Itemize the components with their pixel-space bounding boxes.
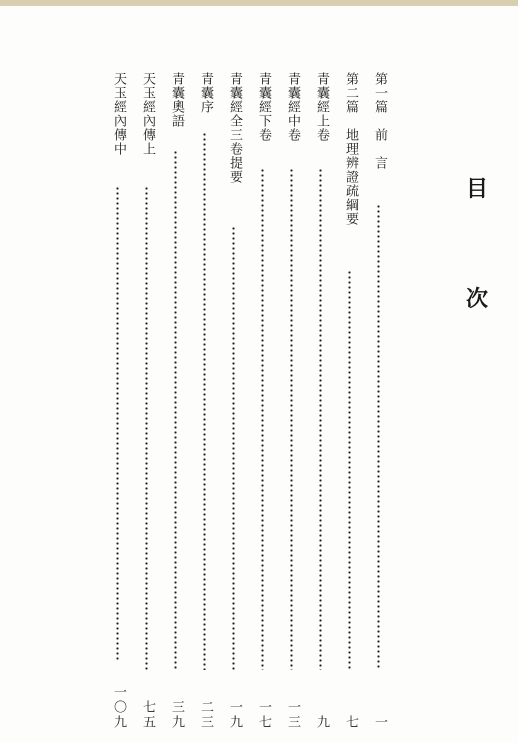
dot-leader: [377, 204, 380, 670]
toc-entry[interactable]: [109, 72, 127, 730]
entry-page: 一〇九: [111, 685, 126, 730]
title-char-1: 目: [465, 176, 488, 202]
entry-title: 第一篇 前 言: [372, 72, 387, 170]
toc-entry[interactable]: [370, 72, 388, 730]
entry-title: 天玉經內傳上: [140, 72, 155, 156]
toc-entry[interactable]: [225, 72, 243, 730]
dot-leader: [290, 168, 293, 670]
toc-entry[interactable]: [283, 72, 301, 730]
title-char-2: 次: [465, 286, 488, 312]
entry-title: 青囊經下卷: [256, 72, 271, 142]
toc-entry[interactable]: [196, 72, 214, 730]
dot-leader: [145, 186, 148, 670]
top-edge-band: [0, 0, 518, 6]
toc-entry[interactable]: [254, 72, 272, 730]
entry-title: 第二篇 地理辨證疏綱要: [343, 72, 358, 226]
entry-page: 三九: [169, 700, 184, 730]
entry-page: 二三: [198, 700, 213, 730]
toc-entry[interactable]: [312, 72, 330, 730]
toc-entry[interactable]: [341, 72, 359, 730]
entry-title: 青囊經上卷: [314, 72, 329, 142]
dot-leader: [174, 150, 177, 670]
toc-entry[interactable]: [138, 72, 156, 730]
dot-leader: [116, 186, 119, 662]
entry-title: 青囊經中卷: [285, 72, 300, 142]
entry-page: 一: [372, 715, 387, 730]
entry-title: 青囊序: [198, 72, 213, 114]
entry-title: 天玉經內傳中: [111, 72, 126, 156]
entry-page: 九: [314, 715, 329, 730]
entry-page: 一三: [285, 700, 300, 730]
dot-leader: [319, 168, 322, 670]
entry-page: 一七: [256, 700, 271, 730]
toc-entry[interactable]: [167, 72, 185, 730]
dot-leader: [348, 270, 351, 670]
dot-leader: [261, 168, 264, 670]
entry-page: 七五: [140, 700, 155, 730]
dot-leader: [232, 226, 235, 670]
dot-leader: [203, 132, 206, 670]
entry-page: 一九: [227, 700, 242, 730]
entry-title: 青囊經全三卷提要: [227, 72, 242, 184]
page-title: [462, 178, 492, 310]
entry-page: 七: [343, 715, 358, 730]
entry-title: 青囊奧語: [169, 72, 184, 128]
